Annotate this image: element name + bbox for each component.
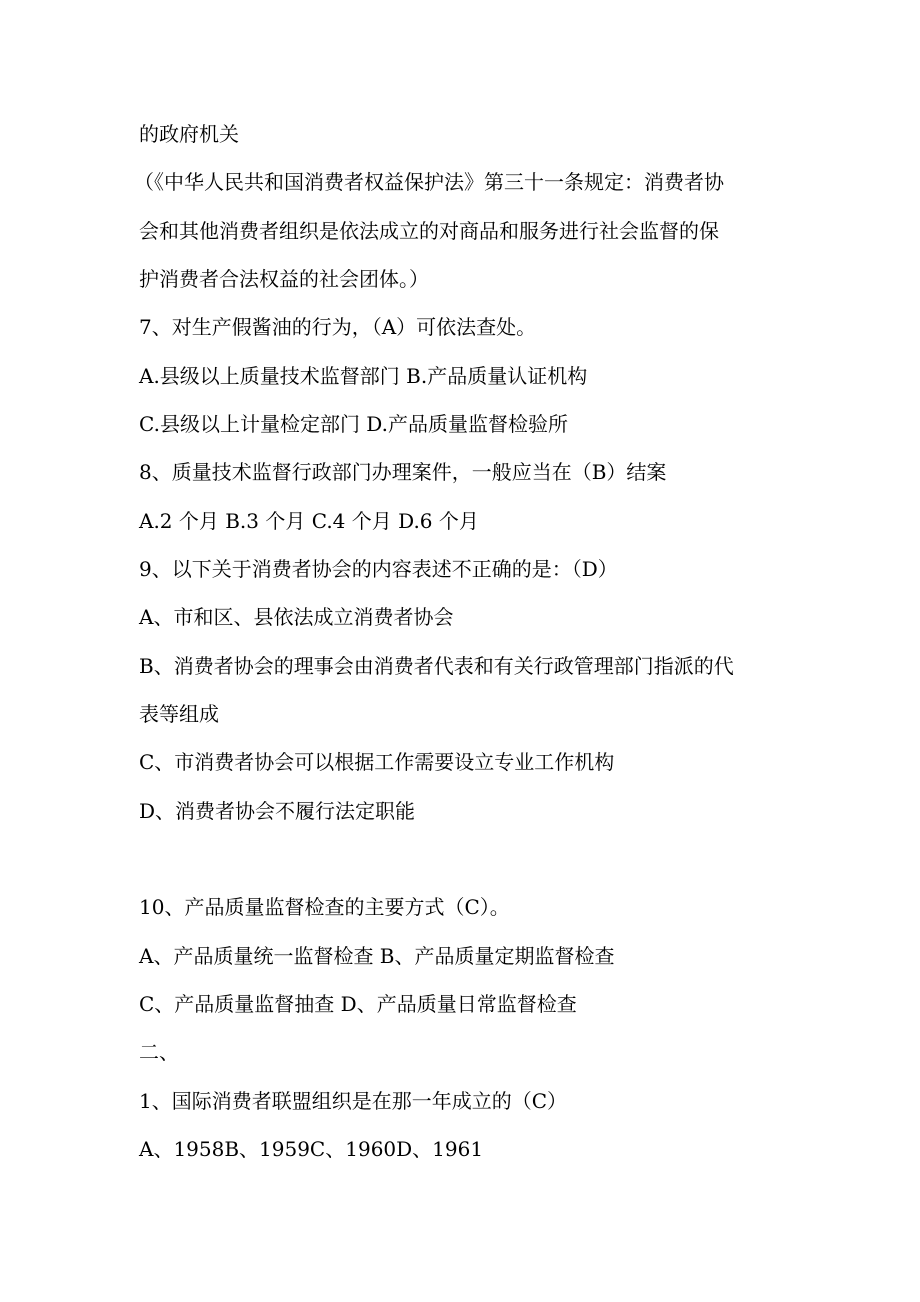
section-heading-two: 二、	[139, 1040, 179, 1064]
question-9-option-a: A、市和区、县依法成立消费者协会	[139, 605, 454, 629]
question-7: 7、对生产假酱油的行为，（A）可依法查处。	[139, 315, 537, 339]
question-10-options-cd: C、产品质量监督抽查 D、产品质量日常监督检查	[139, 992, 577, 1016]
question-10: 10、产品质量监督检查的主要方式（C）。	[139, 895, 510, 919]
question-10-options-ab: A、产品质量统一监督检查 B、产品质量定期监督检查	[139, 944, 615, 968]
text-line-law-citation: （《中华人民共和国消费者权益保护法》第三十一条规定：消费者协	[134, 170, 724, 194]
question-7-options-cd: C.县级以上计量检定部门 D.产品质量监督检验所	[139, 412, 568, 436]
question-9: 9、以下关于消费者协会的内容表述不正确的是：（D）	[139, 557, 618, 581]
text-line-law-citation-end: 护消费者合法权益的社会团体。）	[139, 267, 429, 291]
question-8: 8、质量技术监督行政部门办理案件，一般应当在（B）结案	[139, 460, 667, 484]
question-9-option-c: C、市消费者协会可以根据工作需要设立专业工作机构	[139, 750, 615, 774]
text-line-government-agency: 的政府机关	[139, 122, 239, 146]
question-7-options-ab: A.县级以上质量技术监督部门 B.产品质量认证机构	[139, 364, 588, 388]
text-line-law-citation-continued: 会和其他消费者组织是依法成立的对商品和服务进行社会监督的保	[139, 219, 719, 243]
question-9-option-b: B、消费者协会的理事会由消费者代表和有关行政管理部门指派的代	[139, 654, 734, 678]
question-8-options: A.2 个月 B.3 个月 C.4 个月 D.6 个月	[139, 509, 479, 533]
section-two-question-1-options: A、1958B、1959C、1960D、1961	[139, 1137, 484, 1161]
question-9-option-b-continued: 表等组成	[139, 702, 219, 726]
section-two-question-1: 1、国际消费者联盟组织是在那一年成立的（C）	[139, 1089, 568, 1113]
question-9-option-d: D、消费者协会不履行法定职能	[139, 799, 416, 823]
